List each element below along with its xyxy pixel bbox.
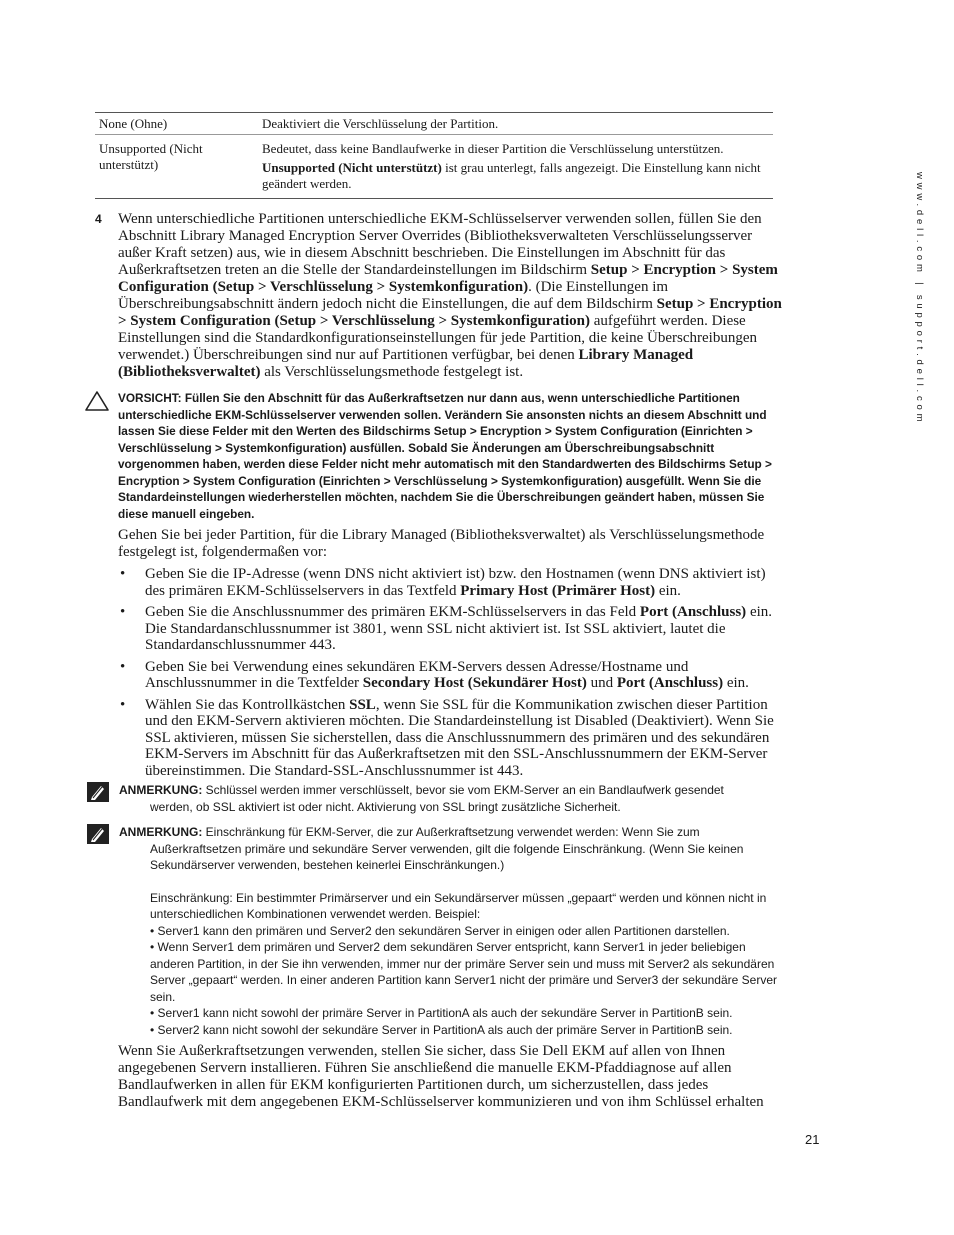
note-first-line <box>119 782 787 799</box>
sidebar-url-text: www.dell.com | support.dell.com <box>914 172 925 426</box>
bullet-glyph: • <box>120 658 126 675</box>
list-item <box>118 659 786 692</box>
text-run: Wählen Sie das Kontrollkästchen <box>145 696 350 713</box>
text-run: aufgeführt werden. Diese Einstellungen sind die Standardkonfigurationseinstellungen für jede Partition, die keine Überschreibungen verwendet.) Überschreibungen sind nur auf Partitionen verfügbar, bei denen <box>118 313 758 363</box>
bold-term: Port (Anschluss) <box>639 604 747 620</box>
restriction-text: Einschränkung: Ein bestimmter Primärserver und ein Sekundärserver müssen „gepaart“ werden und können nicht in unterschiedlichen Kombinationen verwendet werden. Beispiel: <box>150 890 767 921</box>
bullet-glyph: • <box>120 604 126 620</box>
caution-body: Füllen Sie den Abschnitt für das Außerkraftsetzen nur dann aus, wenn unterschiedliche Partitionen unterschiedliche EKM-Schlüsselserver verwenden sollen. Verändern Sie ansonsten nichts an diesem Abschnitt und lassen Sie diese Felder mit den Werten des Bildschirms Setup > Encryption > System Configuration (Einrichten > Verschlüsselung > Systemkonfiguration) ausfüllen. Sobald Sie Änderungen am Überschreibungsabschnitt vorgenommen haben, werden diese Felder nicht mehr automatisch mit den Standardwerten des Bildschirms Setup > Encryption > System Configuration (Einrichten > Verschlüsselung > Systemkonfiguration) ausgefüllt. Wenn Sie die Standardeinstellungen wiederherstellen möchten, nachdem Sie die Überschreibungen geändert haben, müssen Sie diese manuell eingeben. <box>118 391 772 521</box>
text-run: Geben Sie die IP-Adresse (wenn DNS nicht aktiviert ist) bzw. den Hostnamen (wenn DNS aktiviert ist) des primären EKM-Schlüsselservers in das Textfeld <box>145 566 766 599</box>
table-cell-text-rest: ist grau unterlegt, falls angezeigt. Die Einstellung kann nicht geändert werden. <box>262 160 761 191</box>
bullet-glyph: • <box>120 566 126 582</box>
bold-term: Secondary Host (Sekundärer Host) <box>362 675 587 691</box>
table-cell-text <box>262 160 769 192</box>
closing-paragraph: Wenn Sie Außerkraftsetzungen verwenden, stellen Sie sicher, dass Sie Dell EKM auf allen von Ihnen angegebenen Servern installieren. Führen Sie anschließend die manuelle EKM-Pfaddiagnose auf allen Bandlaufwerken in allen für EKM konfigurierten Partitionen durch, um sicherzustellen, dass jedes Bandlaufwerk mit dem angegebenen EKM-Schlüsselserver kommunizieren und von ihm Schlüssel erhalten <box>118 1043 764 1110</box>
note-first-line <box>119 824 787 841</box>
list-item <box>118 697 786 780</box>
text-run: , wenn Sie SSL für die Kommunikation zwischen dieser Partition und den EKM-Servern aktivieren möchten. Die Standardeinstellung ist Disabled (Deaktiviert). Wenn Sie SSL aktivieren, müssen Sie sicherstellen, dass die Anschlussnummern des primären und des sekundären EKM-Servers im Abschnitt für das Außerkraftsetzen mit den SSL-Anschlussnummern der EKM-Server übereinstimmen. Die Standard-SSL-Anschlussnummer ist 443. <box>145 696 774 779</box>
text-run: Wenn unterschiedliche Partitionen unterschiedliche EKM-Schlüsselserver verwenden sollen, füllen Sie den Abschnitt Library Managed Encryption Server Overrides (Bibliotheksverwalteten Verschlüsselungsserver außer Kraft setzen) aus, wie in diesem Abschnitt beschrieben. Die Einstellungen im Abschnitt für das Außerkraftsetzen treten an die Stelle der Standardeinstellungen im Bildschirm <box>118 211 762 278</box>
encryption-options-table <box>95 112 773 199</box>
step-4 <box>95 211 785 381</box>
note-pencil-icon <box>87 782 109 802</box>
caution-label: VORSICHT: <box>118 391 182 405</box>
bold-term: Unsupported (Nicht unterstützt) <box>262 160 442 175</box>
list-item: • Server2 kann nicht sowohl der sekundäre Server in PartitionA als auch der primäre Server in PartitionB sein. <box>150 1022 733 1037</box>
table-row <box>95 134 773 198</box>
text-run: ein. <box>723 675 749 691</box>
bold-term: Primary Host (Primärer Host) <box>460 582 656 599</box>
text-run: als Verschlüsselungsmethode festgelegt ist. <box>260 364 524 380</box>
text-run: Geben Sie die Anschlussnummer des primären EKM-Schlüsselservers in das Feld <box>145 604 640 620</box>
caution-triangle-icon <box>84 390 110 412</box>
bold-term: Library Managed (Bibliotheksverwaltet) <box>118 347 694 380</box>
text-run: ein. <box>655 582 681 599</box>
step-number: 4 <box>95 212 102 226</box>
bold-term: Setup > Encryption > System Configuration (Setup > Verschlüsselung > Systemkonfiguration) <box>118 296 782 329</box>
note-label: ANMERKUNG: <box>119 825 203 839</box>
note-text: werden, ob SSL aktiviert ist oder nicht. Aktivierung von SSL bringt zusätzliche Sicherheit. <box>150 799 621 814</box>
text-run: . (Die Einstellungen im Überschreibungsabschnitt ändern jedoch nicht die Einstellungen, die auf dem Bildschirm <box>118 279 669 312</box>
list-item: • Server1 kann den primären und Server2 den sekundären Server in einigen oder allen Partitionen darstellen. <box>150 923 730 938</box>
table-cell: Unsupported (Nicht unterstützt) <box>99 141 203 172</box>
sidebar-url <box>914 172 928 426</box>
step-text <box>118 211 785 381</box>
caution-box <box>84 390 784 522</box>
note-text: Schlüssel werden immer verschlüsselt, bevor sie vom EKM-Server an ein Bandlaufwerk gesendet <box>202 783 724 797</box>
bullet-list <box>118 566 786 784</box>
table-cell: None (Ohne) <box>99 116 168 131</box>
bold-term: Port (Anschluss) <box>616 675 724 691</box>
table-cell <box>262 135 773 198</box>
note-box <box>87 824 787 1038</box>
intro-paragraph: Gehen Sie bei jeder Partition, für die Library Managed (Bibliotheksverwaltet) als Verschlüsselungsmethode festgelegt ist, folgendermaßen vor: <box>118 527 765 560</box>
note-text: Einschränkung für EKM-Server, die zur Außerkraftsetzung verwendet werden: Wenn Sie zum <box>202 825 700 839</box>
table-cell-text: Bedeutet, dass keine Bandlaufwerke in dieser Partition die Verschlüsselung unterstützen. <box>262 141 724 156</box>
bold-term: SSL <box>349 696 376 713</box>
list-item <box>118 604 786 654</box>
note-label: ANMERKUNG: <box>119 783 203 797</box>
table-cell: Deaktiviert die Verschlüsselung der Partition. <box>262 116 499 131</box>
text-run: ein. Die Standardanschlussnummer ist 3801, wenn SSL nicht aktiviert ist. Ist SSL aktiviert, lautet die Standardanschlussnummer 443. <box>145 604 773 653</box>
table-row <box>95 113 773 134</box>
list-item <box>118 566 786 599</box>
note-text: Außerkraftsetzen primäre und sekundäre Server verwenden, gilt die folgende Einschränkung. (Wenn Sie keinen Sekundärserver verwenden, bestehen keinerlei Einschränkungen.) <box>150 841 744 872</box>
page-number: 21 <box>805 1132 820 1147</box>
text-run: und <box>586 675 617 691</box>
text-run: Geben Sie bei Verwendung eines sekundären EKM-Servers dessen Adresse/Hostname und Anschlussnummer in die Textfelder <box>145 658 689 691</box>
caution-text <box>118 390 784 522</box>
bullet-glyph: • <box>120 696 126 713</box>
list-item: • Server1 kann nicht sowohl der primäre Server in PartitionA als auch der sekundäre Server in PartitionB sein. <box>150 1006 733 1020</box>
note-pencil-icon <box>87 824 109 844</box>
bold-term: Setup > Encryption > System Configuration (Setup > Verschlüsselung > Systemkonfiguration) <box>118 262 778 295</box>
list-item: • Wenn Server1 dem primären und Server2 dem sekundären Server entspricht, kann Server1 in jeder beliebigen anderen Partition, in der Sie ihn verwenden, immer nur der primäre Server sein und muss mit Server2 als sekundären Server „gepaart“ werden. In einer anderen Partition kann Server1 nicht der primäre und Server3 der sekundäre Server sein. <box>150 940 777 1004</box>
note-box <box>87 782 787 815</box>
